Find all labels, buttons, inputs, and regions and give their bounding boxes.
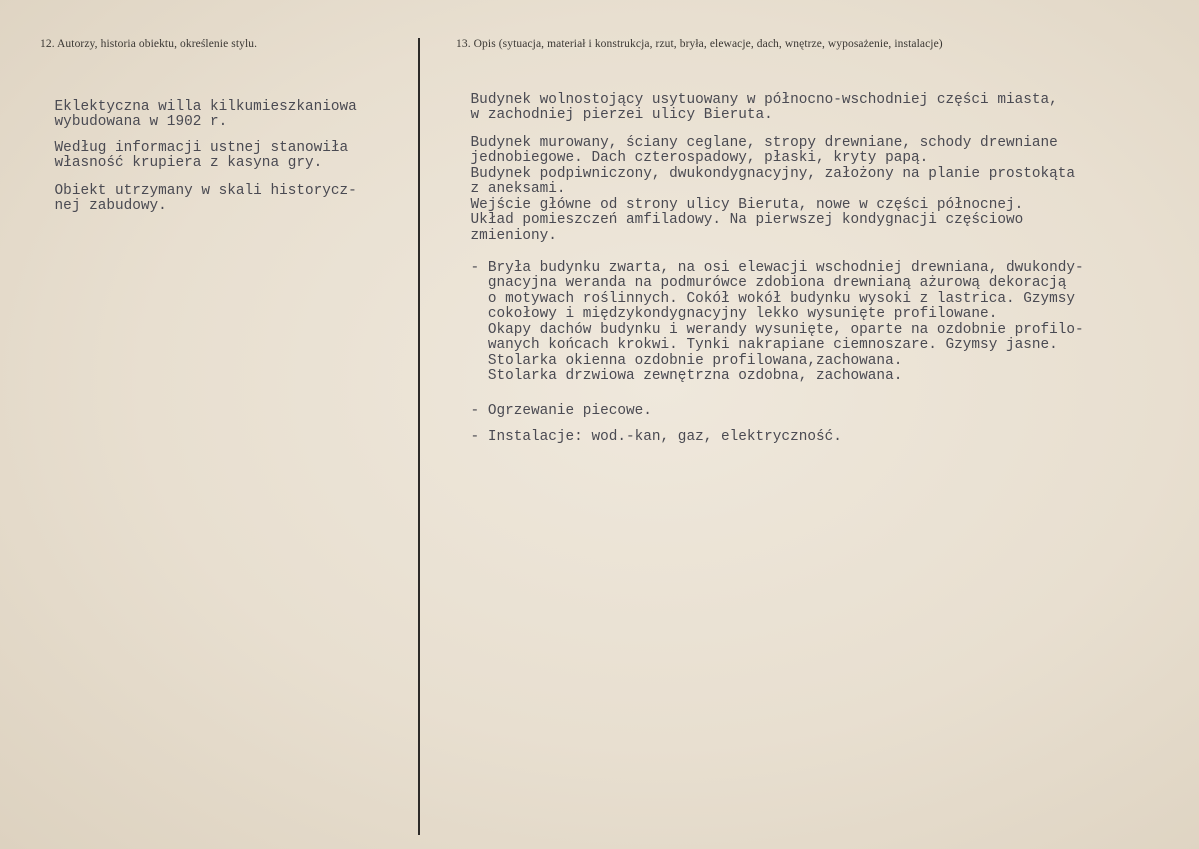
right-paragraph: Budynek wolnostojący usytuowany w północno-wschodniej części miasta, w zachodniej pierzei ulicy Bieruta. <box>470 91 1058 123</box>
left-paragraph: Obiekt utrzymany w skali historycz- nej zabudowy. <box>54 182 357 214</box>
right-paragraph: - Instalacje: wod.-kan, gaz, elektryczność. <box>470 428 842 445</box>
left-column-header: 12. Autorzy, historia obiektu, określenie stylu. <box>40 38 258 50</box>
right-paragraph: Budynek murowany, ściany ceglane, stropy drewniane, schody drewniane jednobiegowe. Dach czterospadowy, płaski, kryty papą. Budynek podpiwniczony, dwukondygnacyjny, założony na planie prostokąta z aneksami. Wejście główne od strony ulicy Bieruta, nowe w części północnej. Układ pomieszczeń amfiladowy. Na pierwszej kondygnacji częściowo zmieniony. <box>470 134 1076 244</box>
left-paragraph: Według informacji ustnej stanowiła własność krupiera z kasyna gry. <box>54 139 349 171</box>
right-column-header: 13. Opis (sytuacja, materiał i konstrukcja, rzut, bryła, elewacje, dach, wnętrze, wyposażenie, instalacje) <box>456 38 943 50</box>
column-divider <box>418 38 420 835</box>
left-paragraph: Eklektyczna willa kilkumieszkaniowa wybudowana w 1902 r. <box>54 98 357 130</box>
right-paragraph: - Ogrzewanie piecowe. <box>470 402 652 419</box>
right-paragraph: - Bryła budynku zwarta, na osi elewacji wschodniej drewniana, dwukondy- gnacyjna weranda na podmurówce zdobiona drewnianą ażurową dekoracją o motywach roślinnych. Cokół wokół budynku wysoki z lastrica. Gzymsy cokołowy i międzykondygnacyjny lekko wysunięte profilowane. Okapy dachów budynku i werandy wysunięte, oparte na ozdobnie profilo- wanych końcach krokwi. Tynki nakrapiane ciemnoszare. Gzymsy jasne. Stolarka okienna ozdobnie profilowana,zachowana. Stolarka drzwiowa zewnętrzna ozdobna, zachowana. <box>470 259 1084 384</box>
